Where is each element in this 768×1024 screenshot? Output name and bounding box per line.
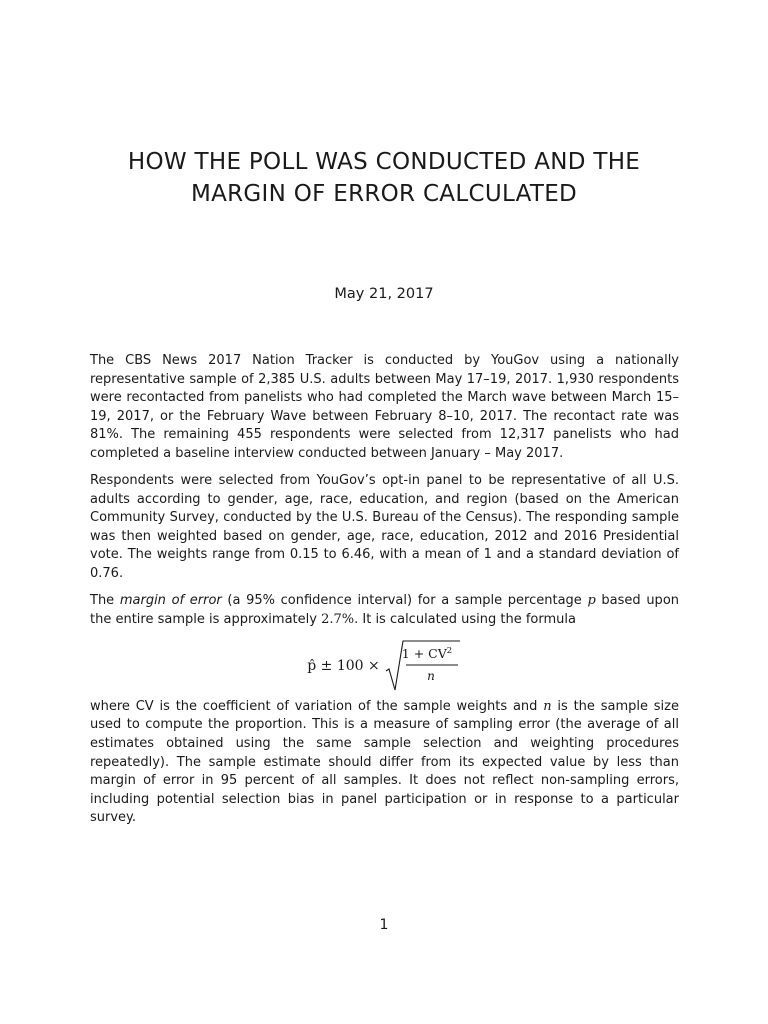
formula-numerator xyxy=(402,646,452,661)
formula-radical xyxy=(384,639,462,693)
page-number: 1 xyxy=(379,917,389,933)
document-body xyxy=(90,352,679,836)
math-variable-n: n xyxy=(543,698,552,714)
paragraph-weighting: Respondents were selected from YouGov’s opt-in panel to be representative of all U.S. adults according to gender, age, race, education, and region (based on the American Community Survey, conducted by the U.S. Bureau of the Census). The responding sample was then weighted based on gender, age, race, education, 2012 and 2016 Presidential vote. The weights range from 0.15 to 6.46, with a mean of 1 and a standard deviation of 0.76. xyxy=(90,473,679,582)
text-span: is the sample size used to compute the proportion. This is a measure of sampling error (the average of all estimates obtained using the same sample selection and weighting procedures repeatedly). The sample estimate should differ from its expected value by less than margin of error in 95 percent of all samples. It does not reflect non-sampling errors, including potential selection bias in panel participation or in response to a particular survey. xyxy=(90,698,679,826)
text-span: based upon the entire sample is approximately xyxy=(90,593,680,627)
text-span: The xyxy=(90,593,120,609)
title-line-2: MARGIN OF ERROR CALCULATED xyxy=(190,181,578,207)
text-span: . It is calculated using the formula xyxy=(354,611,576,627)
document-date: May 21, 2017 xyxy=(334,286,434,302)
formula-lhs: p̂ ± 100 × xyxy=(307,657,380,674)
formula-exponent: 2 xyxy=(446,645,452,656)
page-title xyxy=(90,146,678,210)
title-line-1: HOW THE POLL WAS CONDUCTED AND THE xyxy=(127,149,641,175)
paragraph-sample: The CBS News 2017 Nation Tracker is conducted by YouGov using a nationally representative sample of 2,385 U.S. adults between May 17–19, 2017. 1,930 respondents were recontacted from panelists who had completed the March wave between March 15–19, 2017, or the February Wave between February 8–10, 2017. The recontact rate was 81%. The remaining 455 respondents were selected from 12,317 panelists who had completed a baseline interview conducted between January – May 2017. xyxy=(90,353,679,461)
formula-numerator-text: 1 + CV xyxy=(401,645,447,661)
math-moe-value: 2.7% xyxy=(321,611,355,627)
text-span: where CV is the coefficient of variation of the sample weights and xyxy=(90,698,544,714)
math-variable-p: p xyxy=(587,593,596,609)
paragraph-definitions xyxy=(90,698,679,828)
text-span: (a 95% confidence interval) for a sample percentage xyxy=(221,593,588,609)
paragraph-margin-of-error xyxy=(90,592,679,629)
formula-denominator: n xyxy=(426,668,435,683)
emphasis-margin-of-error: margin of error xyxy=(119,593,222,609)
moe-formula xyxy=(90,638,679,694)
